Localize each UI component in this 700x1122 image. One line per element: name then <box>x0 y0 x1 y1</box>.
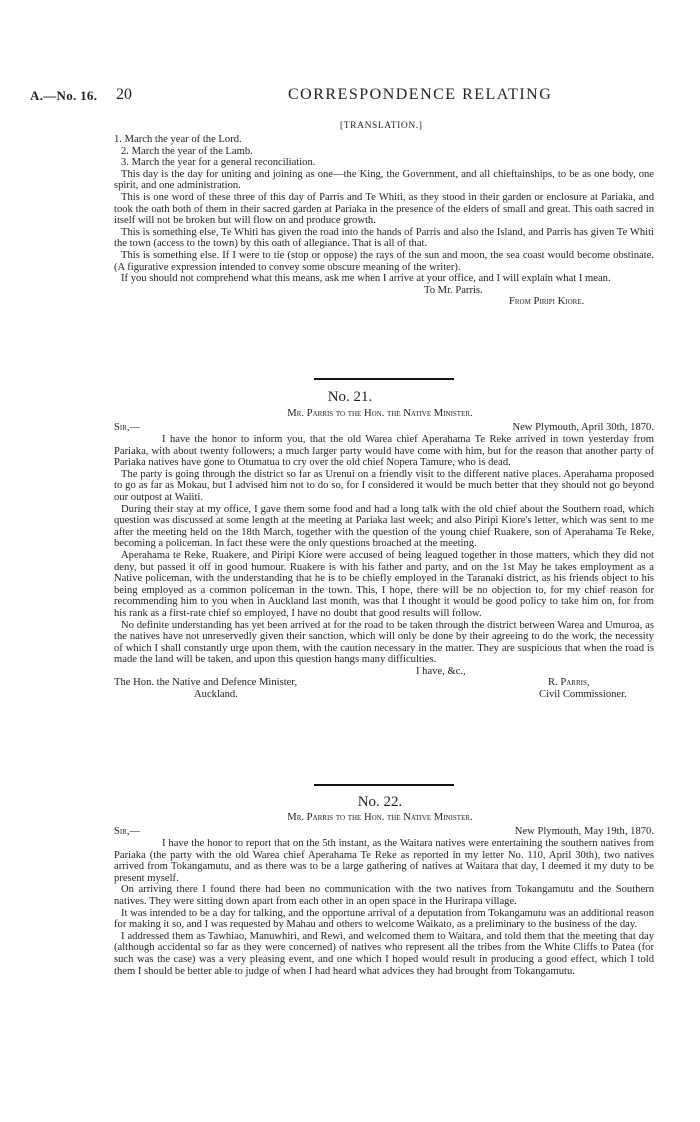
paragraph: On arriving there I found there had been no communication with the two natives from Tokangamutu and the Southern natives. They were sitting down apart from each other in an open space in the Hurirapa village. <box>114 884 654 907</box>
to-line: To Mr. Parris. <box>424 284 483 296</box>
signature-title: Civil Commissioner. <box>539 689 627 701</box>
paragraph: The party is going through the district so far as Urenui on a friendly visit to the different native places. Aperahama proposed to go as far as Mokau, but I advised him not to do so, for I considered it would be much better that they should not go beyond our outpost at Waiiti. <box>114 468 654 503</box>
letter-heading: Mr. Parris to the Hon. the Native Minister. <box>287 812 473 823</box>
series-number: A.—No. 16. <box>30 88 98 103</box>
letter-heading: Mr. Parris to the Hon. the Native Minister. <box>287 408 473 419</box>
addressee-line-2: Auckland. <box>194 689 238 701</box>
paragraph: I have the honor to inform you, that the old Warea chief Aperahama Te Reke arrived in town yesterday from Pariaka, with about twenty followers; a much larger party would have come with him, but for the reason that another party of Pariaka natives have gone to Otumatua to cry over the old chief Nopera Tamure, who is dead. <box>114 434 654 469</box>
salutation-row <box>114 826 654 838</box>
signature: R. Parris, <box>548 677 590 689</box>
paragraph: This is something else, Te Whiti has given the road into the hands of Parris and also the Island, and Parris has given Te Whiti the town (access to the town) by this oath of allegiance. That is all of that. <box>114 226 654 250</box>
from-line: From Piripi Kiore. <box>509 296 585 308</box>
salutation: Sir,— <box>114 422 141 433</box>
paragraph: It was intended to be a day for talking, and the opportune arrival of a deputation from Tokangamutu was an additional reason for making it so, and I was requested by Mahau and others to welcome Waikato, as a preliminary to the business of the day. <box>114 907 654 931</box>
place-date: New Plymouth, April 30th, 1870. <box>512 422 654 433</box>
paragraph: If you should not comprehend what this means, ask me when I arrive at your office, and I will explain what I mean. <box>121 273 611 285</box>
page-header <box>30 86 670 108</box>
running-title: CORRESPONDENCE RELATING <box>288 86 553 103</box>
salutation: Sir,— <box>114 826 141 837</box>
translation-note: [TRANSLATION.] <box>340 121 423 131</box>
signature-block <box>114 677 654 701</box>
paragraph: No definite understanding has yet been arrived at for the road to be taken through the district between Warea and Umuroa, as the natives have not unreservedly given their sanction, which will only be done by their agreeing to do the work, the necessity of which I shall constantly urge upon them, with the caution necessary in the matter. They are suspicious that when the road is made the land will be taken, and upon this question hangs many difficulties. <box>114 619 654 666</box>
paragraph: I have the honor to report that on the 5th instant, as the Waitara natives were entertaining the southern natives from Pariaka (the party with the old Warea chief Aperahama Te Reke as reported in my letter No. 110, April 30th), two natives arrived from Tokangamutu, and as there was to be a large gathering of natives at Waitara that day, I deemed it my duty to be present myself. <box>114 838 654 884</box>
date-line-3: 3. March the year for a general reconciliation. <box>121 157 316 169</box>
salutation-row <box>114 422 654 434</box>
paragraph: This day is the day for uniting and joining as one—the King, the Government, and all chieftainships, to be as one body, one spirit, and one administration. <box>114 168 654 192</box>
date-line-2: 2. March the year of the Lamb. <box>121 145 253 157</box>
addressee-line-1: The Hon. the Native and Defence Minister, <box>114 677 298 689</box>
letter-number: No. 22. <box>357 794 403 810</box>
place-date: New Plymouth, May 19th, 1870. <box>514 826 654 837</box>
page-number: 20 <box>116 86 132 103</box>
divider-rule <box>314 378 454 380</box>
letter-number: No. 21. <box>327 389 373 405</box>
divider-rule <box>314 784 454 786</box>
paragraph: This is something else. If I were to tie (stop or oppose) the rays of the sun and moon, the sea coast would become obstinate. (A figurative expression intended to convey some obscure meaning of the writer). <box>114 249 654 273</box>
section-translation <box>114 134 654 308</box>
paragraph: I addressed them as Tawhiao, Manuwhiri, and Rewi, and welcomed them to Waitara, and told them that the meeting that day (although accidental so far as they were concerned) of natives who represent all the tribes from the White Cliffs to Patea (for such was the case) was a very pleasing event, and one which I hoped would result in producing a good effect, which I told them I should be better able to judge of when I had heard what advices they had brought from Tokangamutu. <box>114 930 654 977</box>
paragraph: Aperahama te Reke, Ruakere, and Piripi Kiore were accused of being leagued together in those matters, which they did not deny, but passed it off in good humour. Ruakere is with his father and party, and on the 1st May he takes employment as a Native policeman, with the understanding that he is to be chiefly employed in the Taranaki district, as his friends object to his being employed as a common policeman in the town. This, I hope, there will be no objection to, for my chief reason for recommending him to you when in Auckland last month, was that I thought it would be good policy to take him on, for from his rank as a first-rate chief so employed, I have no doubt that good results will follow. <box>114 549 654 619</box>
date-line-1: 1. March the year of the Lord. <box>114 134 242 145</box>
closing: I have, &c., <box>416 665 466 677</box>
paragraph: During their stay at my office, I gave them some food and had a long talk with the old chief about the Southern road, which question was discussed at some length at the meeting at Pariaka last week; and also Piripi Kiore's letter, which was sent to me after the meeting held on the 18th March, together with the question of the young chief Ruakere, son of Aperahama Te Reke, becoming a policeman. In fact these were the only questions broached at the meeting. <box>114 503 654 550</box>
paragraph: This is one word of these three of this day of Parris and Te Whiti, as they stood in their garden or enclosure at Pariaka, and took the oath both of them in their sacred garden at Pariaka in the presence of the elders of small and great. This oath sacred in itself will not be broken but will flow on and produce growth. <box>114 191 654 227</box>
